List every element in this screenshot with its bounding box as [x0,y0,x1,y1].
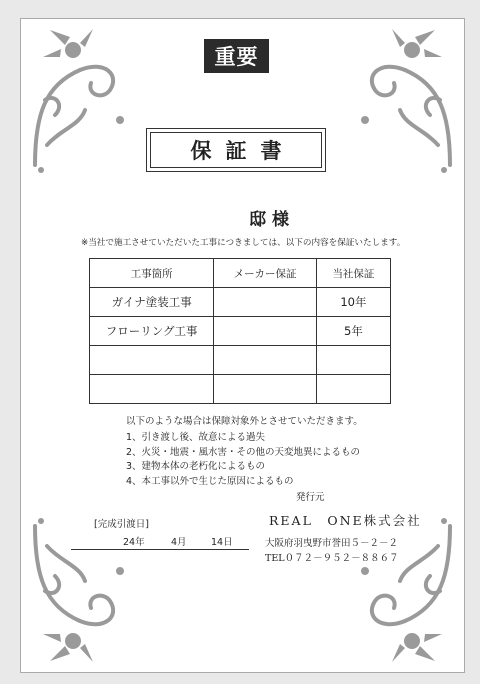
list-item: 4、本工事以外で生じた原因によるもの [126,475,294,487]
table-row [90,375,391,404]
corner-ornament-top-right [340,25,460,175]
company-phone: TEL０７２－９５２－８８６７ [265,553,399,564]
header-maker-warranty: メーカー保証 [214,259,317,288]
date-underline [71,549,249,550]
title-frame [146,128,326,172]
warranty-certificate [20,18,465,673]
list-item: 3、建物本体の老朽化によるもの [126,461,266,472]
intro-text: ※当社で施工させていただいた工事につきましては、以下の内容を保証いたします。 [81,238,406,248]
table-row [90,317,391,346]
exclusions-intro: 以下のような場合は保障対象外とさせていただきます。 [126,416,363,427]
cell-work: ガイナ塗装工事 [90,288,214,317]
addressee: 邸様 [249,210,295,230]
company-address: 大阪府羽曳野市誉田５－２－２ [265,538,399,549]
cell-maker [214,317,317,346]
cell-maker [214,375,317,404]
corner-ornament-top-left [25,25,145,175]
cell-maker [214,288,317,317]
table-row [90,346,391,375]
cell-work [90,375,214,404]
issuer-label: 発行元 [296,492,325,503]
cell-company [316,375,390,404]
cell-maker [214,346,317,375]
header-company-warranty: 当社保証 [316,259,390,288]
page-title: 保証書 [190,139,296,163]
cell-company: 10年 [316,288,390,317]
completion-year: 24年 [123,537,145,548]
list-item: 2、火災・地震・風水害・その他の天変地異によるもの [126,446,361,458]
completion-day: 14日 [211,537,233,548]
warranty-table [89,258,391,404]
important-badge: 重要 [204,39,269,73]
exclusions-list [126,431,360,489]
list-item: 1、引き渡し後、故意による過失 [126,432,266,443]
table-row [90,288,391,317]
cell-work: フローリング工事 [90,317,214,346]
completion-month: 4月 [171,537,187,548]
company-name: REAL ONE株式会社 [269,513,422,528]
cell-company: 5年 [316,317,390,346]
table-header-row [90,259,391,288]
cell-work [90,346,214,375]
cell-company [316,346,390,375]
completion-date-label: [完成引渡日] [94,519,149,530]
header-work-location: 工事箇所 [90,259,214,288]
